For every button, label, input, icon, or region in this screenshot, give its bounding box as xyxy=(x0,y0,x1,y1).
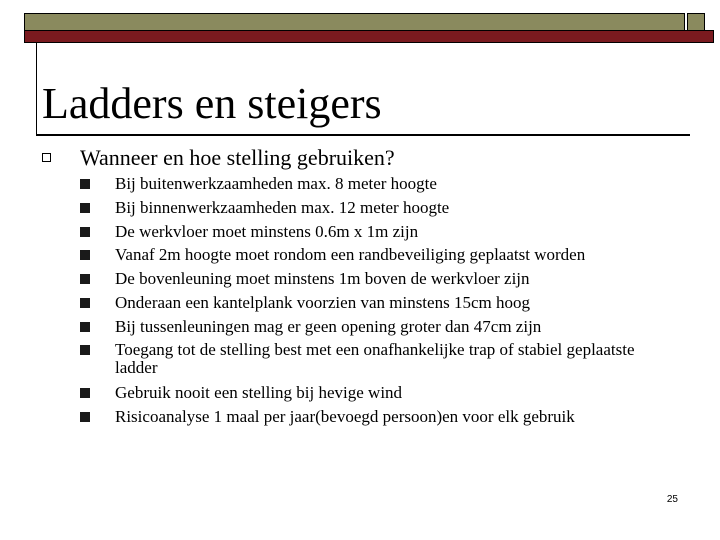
list-item xyxy=(80,246,710,264)
list-item-text: Bij binnenwerkzaamheden max. 12 meter hoogte xyxy=(115,197,450,217)
page-number: 25 xyxy=(666,494,678,505)
left-vertical-line xyxy=(36,42,37,134)
list-item xyxy=(80,294,710,312)
hollow-square-bullet-icon xyxy=(42,153,51,162)
square-bullet-icon xyxy=(80,412,90,422)
square-bullet-icon xyxy=(80,322,90,332)
list-item-text: Gebruik nooit een stelling bij hevige wind xyxy=(115,383,403,403)
square-bullet-icon xyxy=(80,274,90,284)
list-item-text: Bij tussenleuningen mag er geen opening groter dan 47cm zijn xyxy=(115,316,542,336)
list-item-text: Risicoanalyse 1 maal per jaar(bevoegd persoon)en voor elk gebruik xyxy=(115,407,575,426)
list-item xyxy=(80,270,710,288)
square-bullet-icon xyxy=(80,227,90,237)
list-item xyxy=(80,384,710,402)
list-item xyxy=(80,318,710,336)
list-item-text: Onderaan een kantelplank voorzien van minstens 15cm hoog xyxy=(115,292,530,312)
list-item xyxy=(80,341,710,376)
main-point: Wanneer en hoe stelling gebruiken? xyxy=(80,145,395,170)
title-divider xyxy=(36,134,690,136)
list-item-text: De werkvloer moet minstens 0.6m x 1m zijn xyxy=(115,221,419,241)
slide-title: Ladders en steigers xyxy=(42,79,382,128)
square-bullet-icon xyxy=(80,179,90,189)
list-item xyxy=(80,223,710,241)
list-item-text: Vanaf 2m hoogte moet rondom een randbeveiliging geplaatst worden xyxy=(115,245,586,265)
list-item xyxy=(80,408,710,426)
top-banner-olive xyxy=(24,13,685,31)
list-item xyxy=(80,199,710,217)
square-bullet-icon xyxy=(80,250,90,260)
list-item xyxy=(80,175,710,193)
list-item-text: Toegang tot de stelling best met een onafhankelijke trap of stabiel geplaatste ladder xyxy=(115,340,635,377)
list-item-text: De bovenleuning moet minstens 1m boven de werkvloer zijn xyxy=(115,269,530,288)
square-bullet-icon xyxy=(80,388,90,398)
square-bullet-icon xyxy=(80,298,90,308)
square-bullet-icon xyxy=(80,203,90,213)
top-banner-red xyxy=(24,30,714,43)
sub-points-list xyxy=(80,175,710,432)
square-bullet-icon xyxy=(80,345,90,355)
list-item-text: Bij buitenwerkzaamheden max. 8 meter hoogte xyxy=(115,174,437,193)
top-banner-square xyxy=(687,13,705,31)
